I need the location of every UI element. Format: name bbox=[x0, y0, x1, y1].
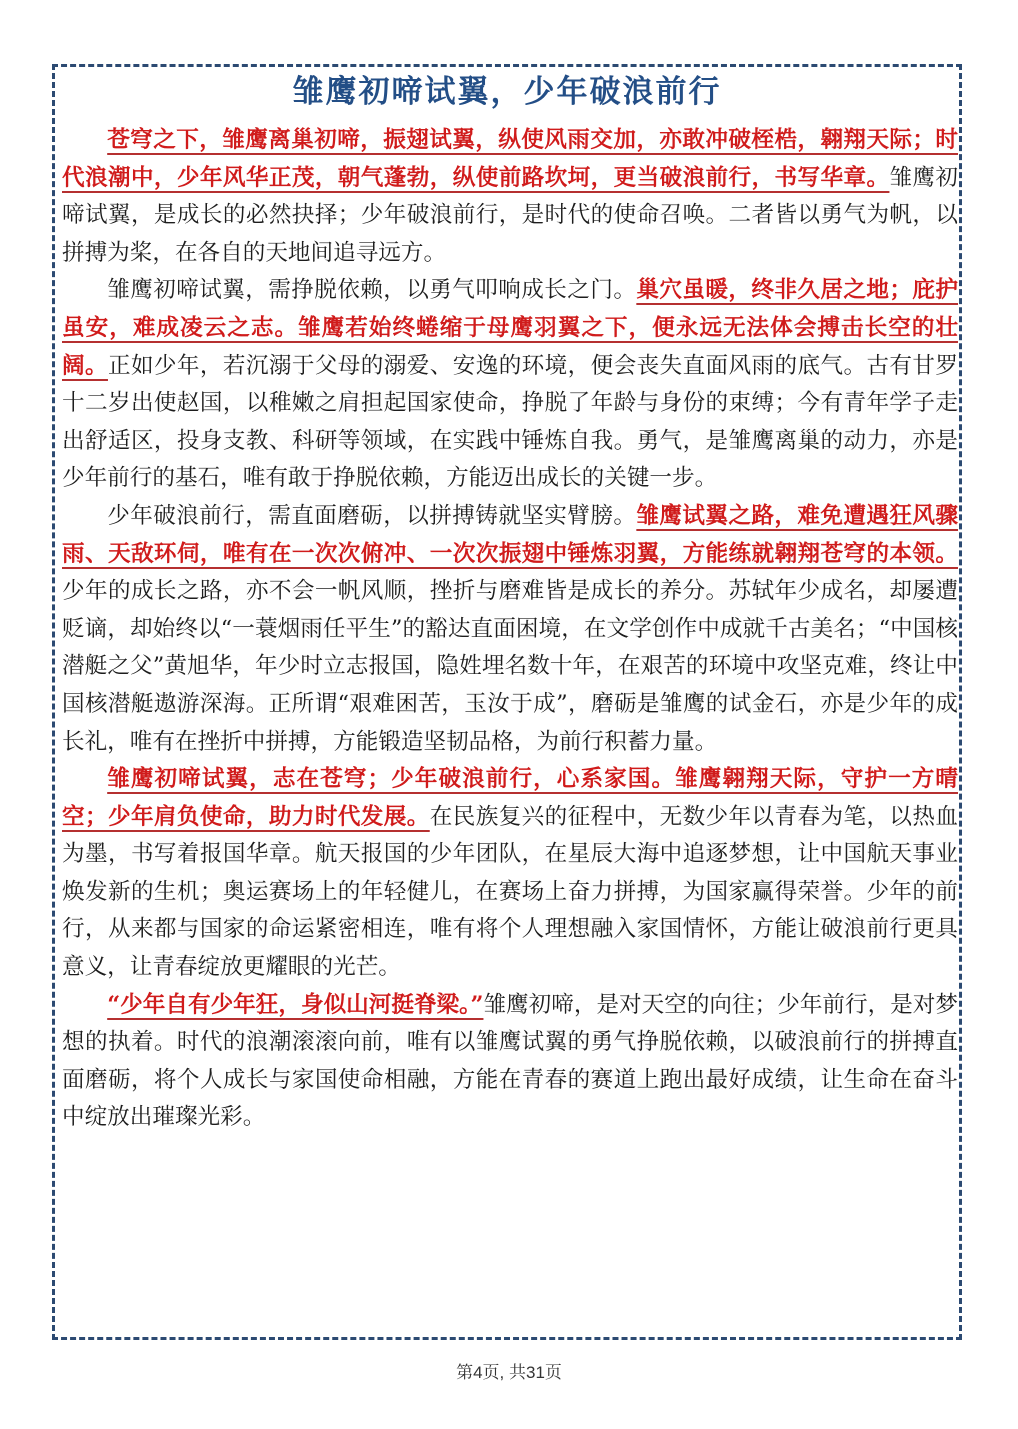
paragraph-5 bbox=[62, 987, 958, 1137]
highlighted-sentence: 巢穴虽暖，终非久居之地；庇护虽安，难成凌云之志。雏鹰若始终蜷缩于母鹰羽翼之下，便永远无法体会搏击长空的壮阔。 bbox=[62, 277, 959, 379]
highlighted-sentence: 苍穹之下，雏鹰离巢初啼，振翅试翼，纵使风雨交加，亦敢冲破桎梏，翱翔天际；时代浪潮中，少年风华正茂，朝气蓬勃，纵使前路坎坷，更当破浪前行，书写华章。 bbox=[62, 127, 958, 191]
essay-title: 雏鹰初啼试翼，少年破浪前行 bbox=[292, 74, 722, 110]
paragraph-text: 正如少年，若沉溺于父母的溺爱、安逸的环境，便会丧失直面风雨的底气。古有甘罗十二岁出使赵国，以稚嫩之肩担起国家使命，挣脱了年龄与身份的束缚；今有青年学子走出舒适区，投身支教、科研等领域，在实践中锤炼自我。勇气，是雏鹰离巢的动力，亦是少年前行的基石，唯有敢于挣脱依赖，方能迈出成长的关键一步。 bbox=[62, 352, 958, 492]
paragraph-1 bbox=[62, 122, 958, 272]
paragraph-text: 少年的成长之路，亦不会一帆风顺，挫折与磨难皆是成长的养分。苏轼年少成名，却屡遭贬谪，却始终以“一蓑烟雨任平生”的豁达直面困境，在文学创作中成就千古美名；“中国核潜艇之父”黄旭华，年少时立志报国，隐姓埋名数十年，在艰苦的环境中攻坚克难，终让中国核潜艇遨游深海。正所谓“艰难困苦，玉汝于成”，磨砺是雏鹰的试金石，亦是少年的成长礼，唯有在挫折中拼搏，方能锻造坚韧品格，为前行积蓄力量。 bbox=[62, 578, 958, 755]
highlighted-quote: “少年自有少年狂，身似山河挺脊梁。” bbox=[107, 991, 484, 1018]
page-number: 第4页, 共31页 bbox=[456, 1363, 562, 1382]
paragraph-2 bbox=[62, 272, 958, 498]
essay-body bbox=[62, 122, 958, 1137]
paragraph-text: 雏鹰初啼，是对天空的向往；少年前行，是对梦想的执着。时代的浪潮滚滚向前，唯有以雏鹰试翼的勇气挣脱依赖，以破浪前行的拼搏直面磨砺，将个人成长与家国使命相融，方能在青春的赛道上跑出最好成绩，让生命在奋斗中绽放出璀璨光彩。 bbox=[62, 991, 958, 1131]
paragraph-3 bbox=[62, 498, 958, 761]
paragraph-lead: 少年破浪前行，需直面磨砺，以拼搏铸就坚实臂膀。 bbox=[107, 502, 637, 529]
paragraph-text: 雏鹰初啼试翼，是成长的必然抉择；少年破浪前行，是时代的使命召唤。二者皆以勇气为帆，以拼搏为桨，在各自的天地间追寻远方。 bbox=[62, 164, 958, 266]
paragraph-lead: 雏鹰初啼试翼，需挣脱依赖，以勇气叩响成长之门。 bbox=[107, 277, 637, 304]
highlighted-sentence: 雏鹰试翼之路，难免遭遇狂风骤雨、天敌环伺，唯有在一次次俯冲、一次次振翅中锤炼羽翼，方能练就翱翔苍穹的本领。 bbox=[62, 502, 959, 567]
highlighted-sentence: 雏鹰初啼试翼，志在苍穹；少年破浪前行，心系家国。雏鹰翱翔天际，守护一方晴空；少年肩负使命，助力时代发展。 bbox=[62, 766, 958, 830]
paragraph-text: 在民族复兴的征程中，无数少年以青春为笔，以热血为墨，书写着报国华章。航天报国的少年团队，在星辰大海中追逐梦想，让中国航天事业焕发新的生机；奥运赛场上的年轻健儿，在赛场上奋力拼搏，为国家赢得荣誉。少年的前行，从来都与国家的命运紧密相连，唯有将个人理想融入家国情怀，方能让破浪前行更具意义，让青春绽放更耀眼的光芒。 bbox=[62, 803, 958, 981]
paragraph-4 bbox=[62, 761, 958, 987]
